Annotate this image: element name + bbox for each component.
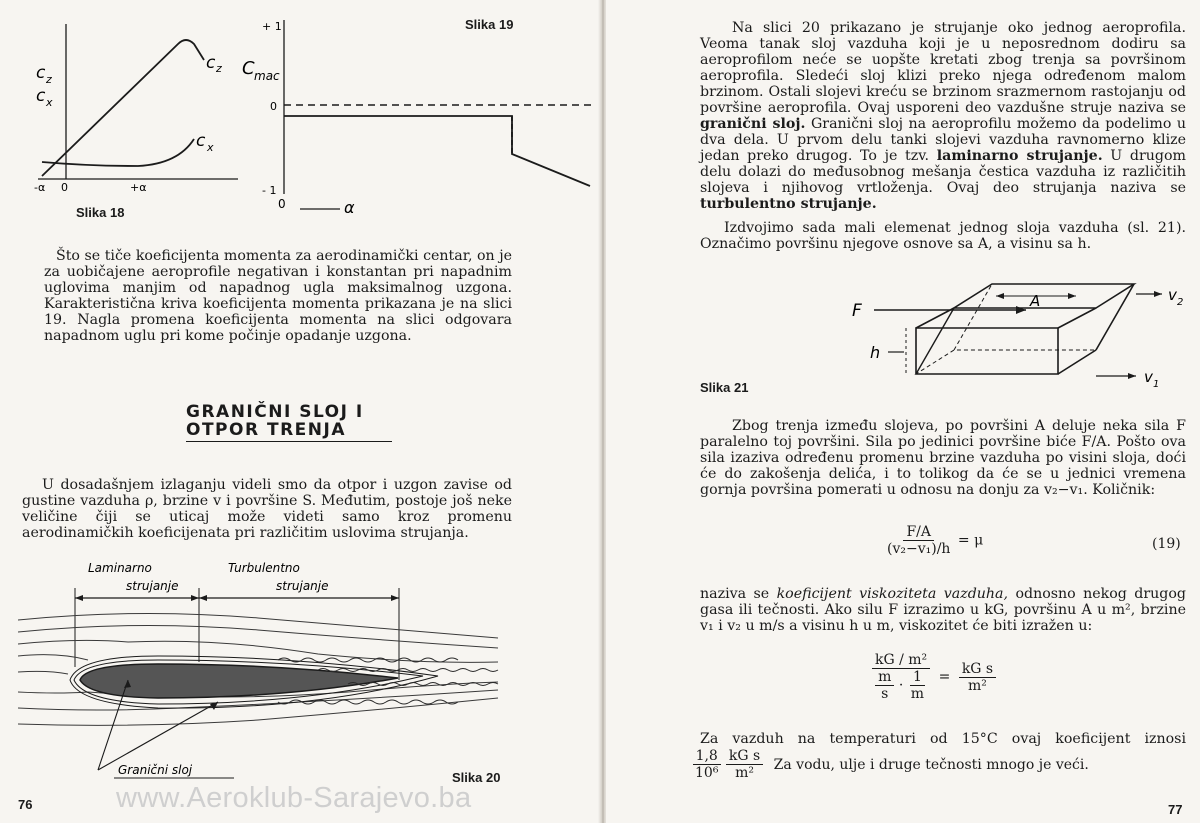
fig21-label-v1-sub: 1 — [1153, 379, 1160, 390]
units-rhs-den: m² — [968, 677, 987, 694]
para4-part-a: naziva se — [700, 586, 777, 602]
paragraph-boundary-layer — [700, 20, 1186, 212]
units-frac2-den: m — [910, 686, 925, 702]
units-lhs-den — [872, 669, 930, 702]
fig18-curve-cz-label: c — [206, 53, 216, 73]
page-number-right: 77 — [1168, 802, 1183, 817]
value-unit-num: kG s — [726, 748, 763, 765]
fig19-ylabel: C — [242, 58, 255, 79]
units-rhs — [959, 661, 996, 694]
term-viscosity: koeficijent viskoziteta vazduha, — [776, 586, 1009, 602]
figure-18-graph — [28, 14, 243, 229]
page-number-left: 76 — [18, 797, 33, 812]
fig21-label-F: F — [852, 301, 862, 321]
units-dot: · — [898, 677, 904, 694]
fig21-label-v1: v — [1144, 368, 1153, 386]
units-frac1 — [875, 669, 894, 702]
fig21-label-v2-sub: 2 — [1177, 297, 1184, 308]
value-tail: Za vodu, ulje i druge tečnosti mnogo je veći. — [773, 756, 1089, 773]
value-unit-den: m² — [735, 765, 754, 781]
fig18-x-zero: 0 — [61, 181, 68, 194]
paragraph-element: Izdvojimo sada mali elemenat jednog sloja vazduha (sl. 21). Označimo površinu njegove osnove sa A, a visinu sa h. — [700, 220, 1186, 252]
figure-19-graph — [240, 14, 600, 219]
eq19-fraction — [884, 524, 953, 557]
fig18-x-neg: -α — [34, 181, 46, 194]
fig19-ylabel-sub: mac — [254, 69, 280, 83]
value-fraction — [692, 748, 721, 781]
units-lhs — [872, 652, 930, 702]
figure-20-caption: Slika 20 — [452, 770, 501, 785]
fig19-tick-minus1: - 1 — [262, 184, 277, 197]
value-unit — [726, 748, 763, 781]
figure-21-caption: Slika 21 — [700, 380, 749, 395]
para1-part-c: U drugom delu dolazi do međusobnog mešanja čestica vazduha iz različitih slojeva i njihovog vrtloženja. Ovaj deo strujanja naziva se — [700, 148, 1186, 196]
paragraph-friction: Zbog trenja između slojeva, po površini A deluje neka sila F paralelno toj površini. Sila po jedinici površine biće F/A. Pošto ova sila izaziva određenu promenu brzine vazduha po visini sloja, doći će do zakošenja delića, i to tolikog da će se u jednici vremena gornja površina pomerati u odnosu na donju za v₂−v₁. Količnik: — [700, 418, 1186, 498]
fig20-laminar-label-1: Laminarno — [88, 561, 152, 575]
paragraph-intro: U dosadašnjem izlaganju videli smo da otpor i uzgon zavise od gustine vazduha ρ, brzine v i površine S. Međutim, postoje još neke veličine čiji se uticaj može videti samo kroz promenu aerodinamičkih koeficijenata pri različitim uslovima strujanja. — [22, 477, 512, 541]
fig20-turbulent-label-2: strujanje — [276, 579, 329, 593]
units-lhs-num: kG / m² — [872, 652, 930, 669]
fig18-ylabel-cz: c — [36, 63, 46, 83]
section-heading — [186, 403, 396, 439]
fig19-tick-plus1: + 1 — [262, 20, 282, 33]
units-equals: = — [938, 669, 951, 685]
fig18-x-pos: +α — [130, 181, 147, 194]
para1-part-b: Granični sloj na aeroprofilu možemo da podelimo u dva dela. U prvom delu tanki slojevi vazduha ravnomerno klize jedan preko drugog. To je tzv. — [700, 116, 1186, 164]
term-turbulentno: turbulentno strujanje. — [700, 196, 877, 212]
fig21-label-A: A — [1030, 292, 1041, 310]
fig18-curve-cx-label: c — [196, 131, 206, 151]
paragraph-moment-coefficient: Što se tiče koeficijenta momenta za aerodinamički centar, on je za uobičajene aeroprofile negativan i konstantan pri napadnim uglovima manjim od napadnog ugla maksimalnog uzgona. Karakteristična kriva koeficijenta momenta prikazana je na slici 19. Nagla promena koeficijenta momenta na slici odgovara napadnom uglu pri kome počinje opadanje uzgona. — [44, 248, 512, 344]
heading-line-1: GRANIČNI SLOJ I — [186, 402, 364, 422]
units-frac2 — [908, 669, 927, 702]
para1-part-a: Na slici 20 prikazano je strujanje oko jednog aeroprofila. Veoma tanak sloj vazduha koji je u neposrednom dodiru sa aeroprofilom neće se uopšte kretati zbog trenja sa površinom aeroprofila. Sledeći sloj klizi preko njega određenom malom brzinom. Ostali slojevi kreću se brzinom srazmernom rastojanju od površine aeroprofila. Ovaj usporeni deo vazdušne struje naziva se — [700, 20, 1186, 116]
fig20-boundary-label: Granični sloj — [118, 763, 193, 777]
eq19-number: (19) — [1152, 536, 1181, 552]
figure-21-diagram — [846, 270, 1196, 406]
fig20-turbulent-label-1: Turbulentno — [228, 561, 300, 575]
figure-18-caption: Slika 18 — [76, 205, 125, 220]
eq19-denominator: (v₂−v₁)/h — [887, 541, 951, 557]
fig18-ylabel-cz-sub: z — [46, 73, 52, 86]
eq19-numerator: F/A — [903, 524, 934, 541]
units-frac1-num: m — [875, 669, 894, 686]
fig18-curve-cx-sub: x — [207, 141, 214, 154]
term-granicni-sloj: granični sloj. — [700, 116, 806, 132]
fig20-laminar-label-2: strujanje — [126, 579, 179, 593]
fig18-ylabel-cx: c — [36, 86, 46, 106]
paragraph-viscosity — [700, 586, 1186, 634]
para4-part-b: odnosno nekog drugog gasa ili tečnosti. Ako silu F izrazimo u kG, površinu A u m², brzine v₁ i v₂ u m/s a visinu h u m, viskozitet će biti izražen u: — [700, 586, 1186, 634]
figure-20-diagram — [18, 552, 518, 784]
units-rhs-num: kG s — [959, 661, 996, 678]
units-equation — [872, 652, 996, 702]
units-frac2-num: 1 — [910, 669, 925, 686]
equation-19 — [884, 524, 983, 557]
paragraph-air-value: Za vazduh na temperaturi od 15°C ovaj koeficijent iznosi — [700, 731, 1186, 747]
value-num: 1,8 — [693, 748, 721, 765]
right-page — [606, 0, 1200, 823]
figure-19-caption: Slika 19 — [465, 17, 514, 32]
value-line — [692, 748, 1192, 781]
fig19-x-zero: 0 — [278, 197, 286, 211]
fig18-curve-cz-sub: z — [216, 62, 222, 75]
fig19-x-label: α — [344, 198, 355, 217]
heading-underline — [186, 441, 392, 442]
fig21-label-h: h — [870, 343, 881, 362]
fig21-label-v2: v — [1168, 286, 1177, 304]
fig19-tick-zero: 0 — [270, 100, 277, 113]
heading-line-2: OTPOR TRENJA — [186, 420, 346, 440]
term-laminarno: laminarno strujanje. — [936, 148, 1103, 164]
eq19-rhs: = μ — [957, 532, 984, 549]
fig18-ylabel-cx-sub: x — [46, 96, 53, 109]
units-frac1-den: s — [881, 686, 889, 702]
value-den: 10⁶ — [695, 765, 719, 781]
watermark: www.Aeroklub-Sarajevo.ba — [116, 782, 472, 814]
